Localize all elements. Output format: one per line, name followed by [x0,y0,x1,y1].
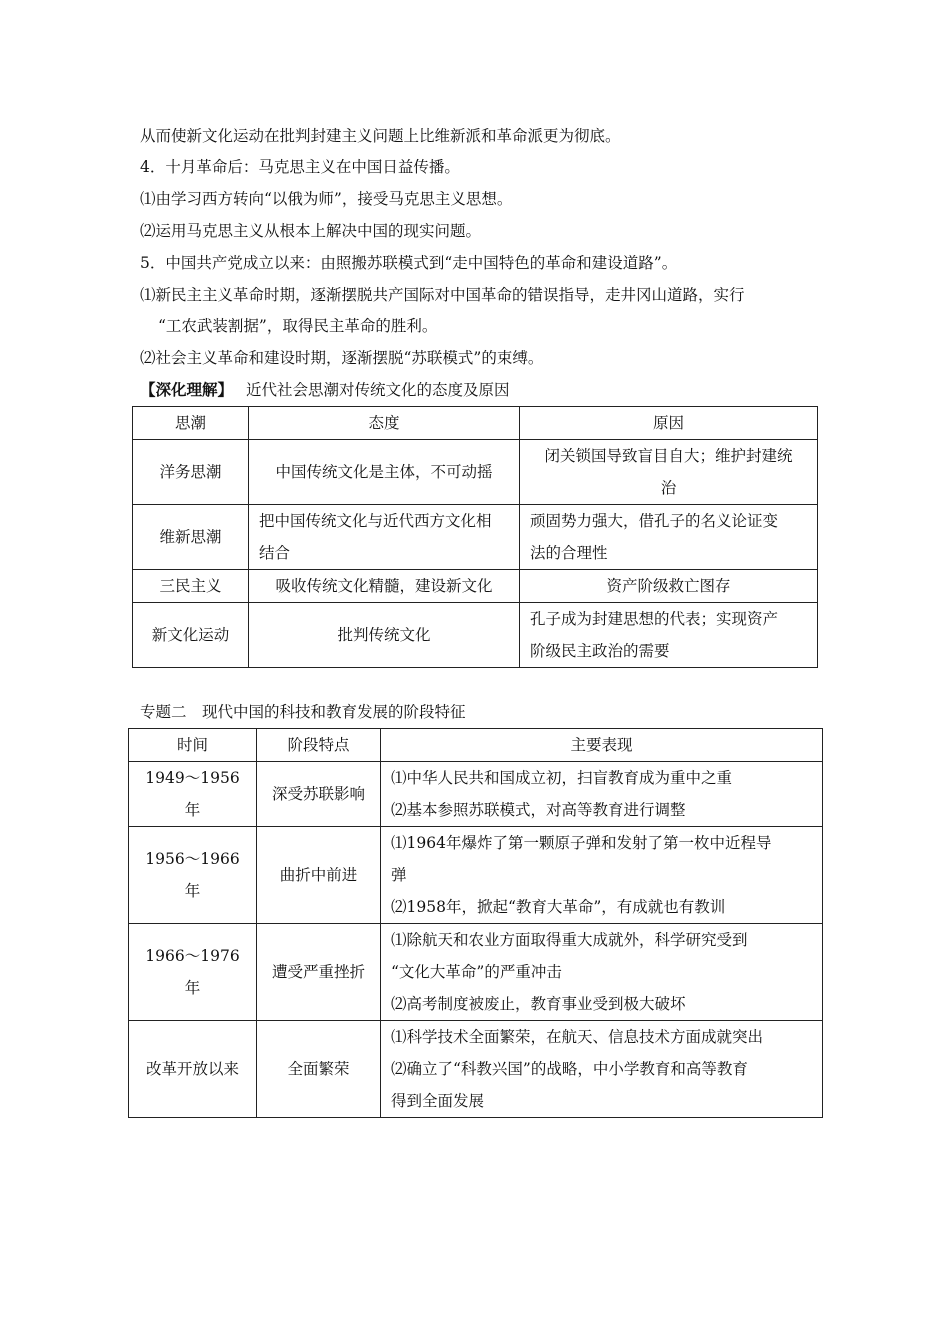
trend-reason: 闭关锁国导致盲目自大；维护封建统 治 [520,440,818,505]
period-time: 1949～1956年 [129,762,257,827]
thought-trends-table [132,406,818,668]
table-header-row [133,407,818,440]
period-feature: 深受苏联影响 [257,762,381,827]
period-feature: 遭受严重挫折 [257,924,381,1021]
table-row [129,924,823,1021]
period-details: ⑴1964年爆炸了第一颗原子弹和发射了第一枚中近程导 弹 ⑵1958年，掀起“教育大革命”，有成就也有教训 [381,827,823,924]
period-feature: 曲折中前进 [257,827,381,924]
trend-reason: 顽固势力强大，借孔子的名义论证变 法的合理性 [520,505,818,570]
column-header: 时间 [129,729,257,762]
table-row [129,762,823,827]
point-5-sub-1-cont: “工农武装割据”，取得民主革命的胜利。 [158,317,438,335]
topic2-title: 专题二 现代中国的科技和教育发展的阶段特征 [140,703,466,721]
trend-reason: 孔子成为封建思想的代表；实现资产 阶级民主政治的需要 [520,603,818,668]
deepen-title: 近代社会思潮对传统文化的态度及原因 [245,381,510,399]
trend-attitude: 中国传统文化是主体，不可动摇 [249,440,520,505]
column-header: 阶段特点 [257,729,381,762]
period-details: ⑴中华人民共和国成立初，扫盲教育成为重中之重 ⑵基本参照苏联模式，对高等教育进行调整 [381,762,823,827]
column-header: 原因 [520,407,818,440]
intro-line-1: 从而使新文化运动在批判封建主义问题上比维新派和革命派更为彻底。 [140,127,621,145]
table-row [129,827,823,924]
trend-name: 维新思潮 [133,505,249,570]
table-row [133,440,818,505]
science-education-table [128,728,823,1118]
period-feature: 全面繁荣 [257,1021,381,1118]
trend-attitude: 吸收传统文化精髓，建设新文化 [249,570,520,603]
trend-attitude: 把中国传统文化与近代西方文化相 结合 [249,505,520,570]
deepen-tag: 【深化理解】 [140,380,234,399]
table-row [133,603,818,668]
period-details: ⑴科学技术全面繁荣，在航天、信息技术方面成就突出 ⑵确立了“科教兴国”的战略，中小学教育和高等教育 得到全面发展 [381,1021,823,1118]
trend-reason: 资产阶级救亡图存 [520,570,818,603]
point-5: 5．中国共产党成立以来：由照搬苏联模式到“走中国特色的革命和建设道路”。 [140,254,678,272]
table-row [129,1021,823,1118]
trend-name: 新文化运动 [133,603,249,668]
column-header: 思潮 [133,407,249,440]
point-4-sub-1: ⑴由学习西方转向“以俄为师”，接受马克思主义思想。 [140,190,513,208]
point-5-sub-1: ⑴新民主主义革命时期，逐渐摆脱共产国际对中国革命的错误指导，走井冈山道路，实行 [140,286,745,304]
trend-attitude: 批判传统文化 [249,603,520,668]
period-details: ⑴除航天和农业方面取得重大成就外，科学研究受到 “文化大革命”的严重冲击 ⑵高考制度被废止，教育事业受到极大破坏 [381,924,823,1021]
deepen-heading [140,380,509,400]
point-5-sub-2: ⑵社会主义革命和建设时期，逐渐摆脱“苏联模式”的束缚。 [140,349,544,367]
trend-name: 洋务思潮 [133,440,249,505]
column-header: 态度 [249,407,520,440]
column-header: 主要表现 [381,729,823,762]
trend-name: 三民主义 [133,570,249,603]
period-time: 改革开放以来 [129,1021,257,1118]
period-time: 1956～1966年 [129,827,257,924]
period-time: 1966～1976年 [129,924,257,1021]
table-row [133,570,818,603]
point-4-sub-2: ⑵运用马克思主义从根本上解决中国的现实问题。 [140,222,482,240]
table-header-row [129,729,823,762]
point-4: 4．十月革命后：马克思主义在中国日益传播。 [140,158,460,176]
table-row [133,505,818,570]
